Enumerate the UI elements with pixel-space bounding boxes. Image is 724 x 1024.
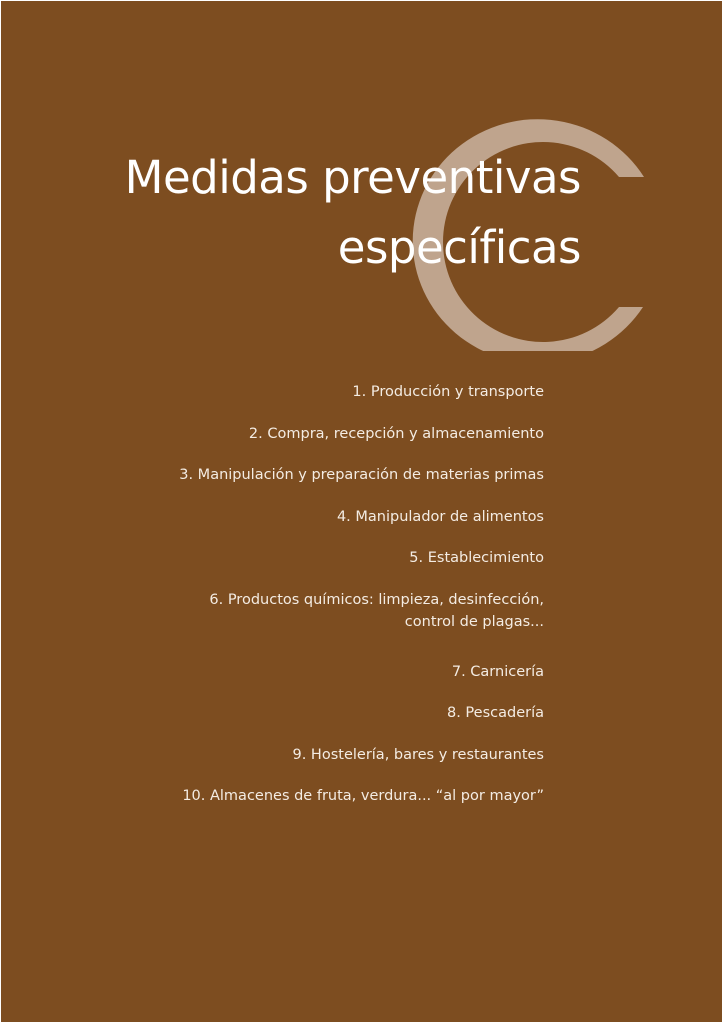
- contents-item: [179, 547, 544, 589]
- contents-item: [179, 744, 544, 786]
- contents-item: [179, 423, 544, 465]
- contents-item-label: 5. Establecimiento: [409, 550, 544, 566]
- chapter-title: [125, 143, 581, 283]
- contents-item-label: 8. Pescadería: [446, 705, 544, 721]
- contents-item-label: 3. Manipulación y preparación de materias primas: [179, 467, 544, 483]
- contents-item-label-line-1: 6. Productos químicos: limpieza, desinfección,: [209, 591, 544, 608]
- chapter-title-line-1: Medidas preventivas: [124, 151, 581, 204]
- chapter-cover-page: [1, 1, 722, 1022]
- chapter-title-line-2: específicas: [337, 221, 581, 274]
- contents-item-label: 10. Almacenes de fruta, verdura... “al por mayor”: [182, 788, 544, 804]
- contents-item: [179, 702, 544, 744]
- chapter-contents-list: [179, 381, 544, 827]
- contents-item-label: 1. Producción y transporte: [352, 384, 544, 400]
- contents-item: [179, 506, 544, 548]
- contents-item-label: 9. Hostelería, bares y restaurantes: [292, 746, 544, 763]
- contents-item: [179, 589, 544, 661]
- contents-item-label: 2. Compra, recepción y almacenamiento: [248, 425, 544, 442]
- contents-item: [179, 661, 544, 703]
- contents-item-label-line-2: control de plagas...: [404, 613, 544, 630]
- contents-item: [179, 381, 544, 423]
- contents-item: [179, 464, 544, 506]
- contents-item: [179, 785, 544, 827]
- contents-item-label: 7. Carnicería: [451, 663, 544, 680]
- contents-item-label: 4. Manipulador de alimentos: [336, 508, 544, 525]
